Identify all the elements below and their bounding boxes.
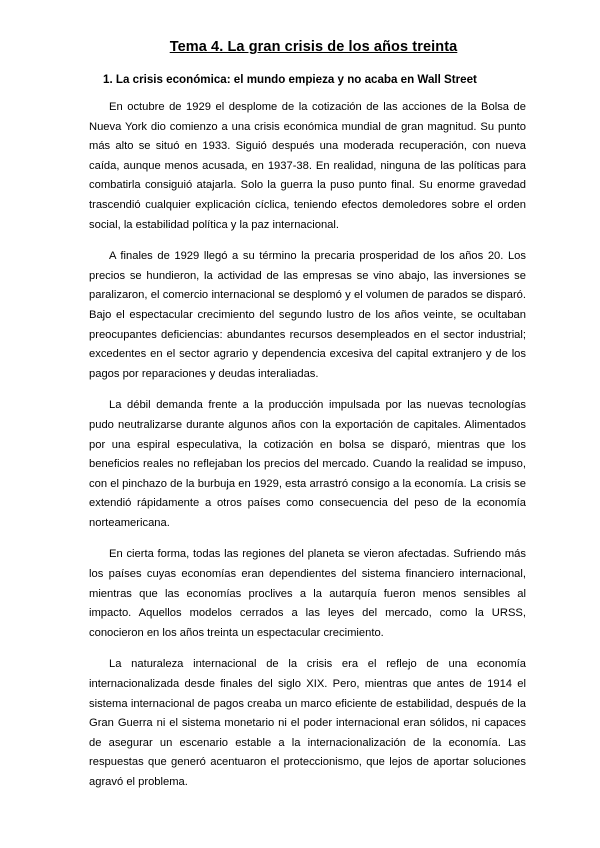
paragraph-1: En octubre de 1929 el desplome de la cotización de las acciones de la Bolsa de Nueva York dio comienzo a una crisis económica mundial de gran magnitud. Su punto más alto se situó en 1933. Siguió después una moderada recuperación, con nueva caída, aunque menos acusada, en 1937-38. En realidad, ninguna de las políticas para combatirla consiguió atajarla. Solo la guerra la puso punto final. Su enorme gravedad trascendió cualquier explicación cíclica, teniendo efectos demoledores sobre el orden social, la estabilidad política y la paz internacional. [89,101,526,231]
paragraph-2: A finales de 1929 llegó a su término la precaria prosperidad de los años 20. Los precios se hundieron, la actividad de las empresas se vino abajo, las inversiones se paralizaron, el comercio internacional se desplomó y el volumen de parados se disparó. Bajo el espectacular crecimiento del segundo lustro de los años veinte, se ocultaban preocupantes deficiencias: abundantes recursos desempleados en el sector industrial; excedentes en el sector agrario y dependencia excesiva del capital extranjero y de los pagos por reparaciones y deudas interaliadas. [89,250,526,380]
page-title: Tema 4. La gran crisis de los años treinta [169,39,458,55]
paragraph-5: La naturaleza internacional de la crisis era el reflejo de una economía internacionalizada desde finales del siglo XIX. Pero, mientras que antes de 1914 el sistema internacional de pagos creaba un marco eficiente de estabilidad, después de la Gran Guerra ni el sistema monetario ni el poder internacional eran sólidos, ni capaces de asegurar un escenario estable a la internacionalización de la economía. Las respuestas que generó acentuaron el proteccionismo, que lejos de aportar soluciones agravó el problema. [89,658,526,788]
paragraph-4: En cierta forma, todas las regiones del planeta se vieron afectadas. Sufriendo más los países cuyas economías eran dependientes del sistema financiero internacional, mientras que las economías proclives a la autarquía fueron menos sensibles al impacto. Aquellos modelos cerrados a las leyes del mercado, como la URSS, conocieron en los años treinta un espectacular crecimiento. [89,548,526,639]
paragraph-3: La débil demanda frente a la producción impulsada por las nuevas tecnologías pudo neutralizarse durante algunos años con la exportación de capitales. Alimentados por una espiral especulativa, la cotización en bolsa se disparó, mientras que los beneficios reales no reflejaban los precios del mercado. Cuando la realidad se impuso, con el pinchazo de la burbuja en 1929, esta arrastró consigo a la economía. La crisis se extendió rápidamente a otros países como consecuencia del peso de la economía norteamericana. [89,399,526,529]
section-heading: 1. La crisis económica: el mundo empieza y no acaba en Wall Street [103,73,477,86]
